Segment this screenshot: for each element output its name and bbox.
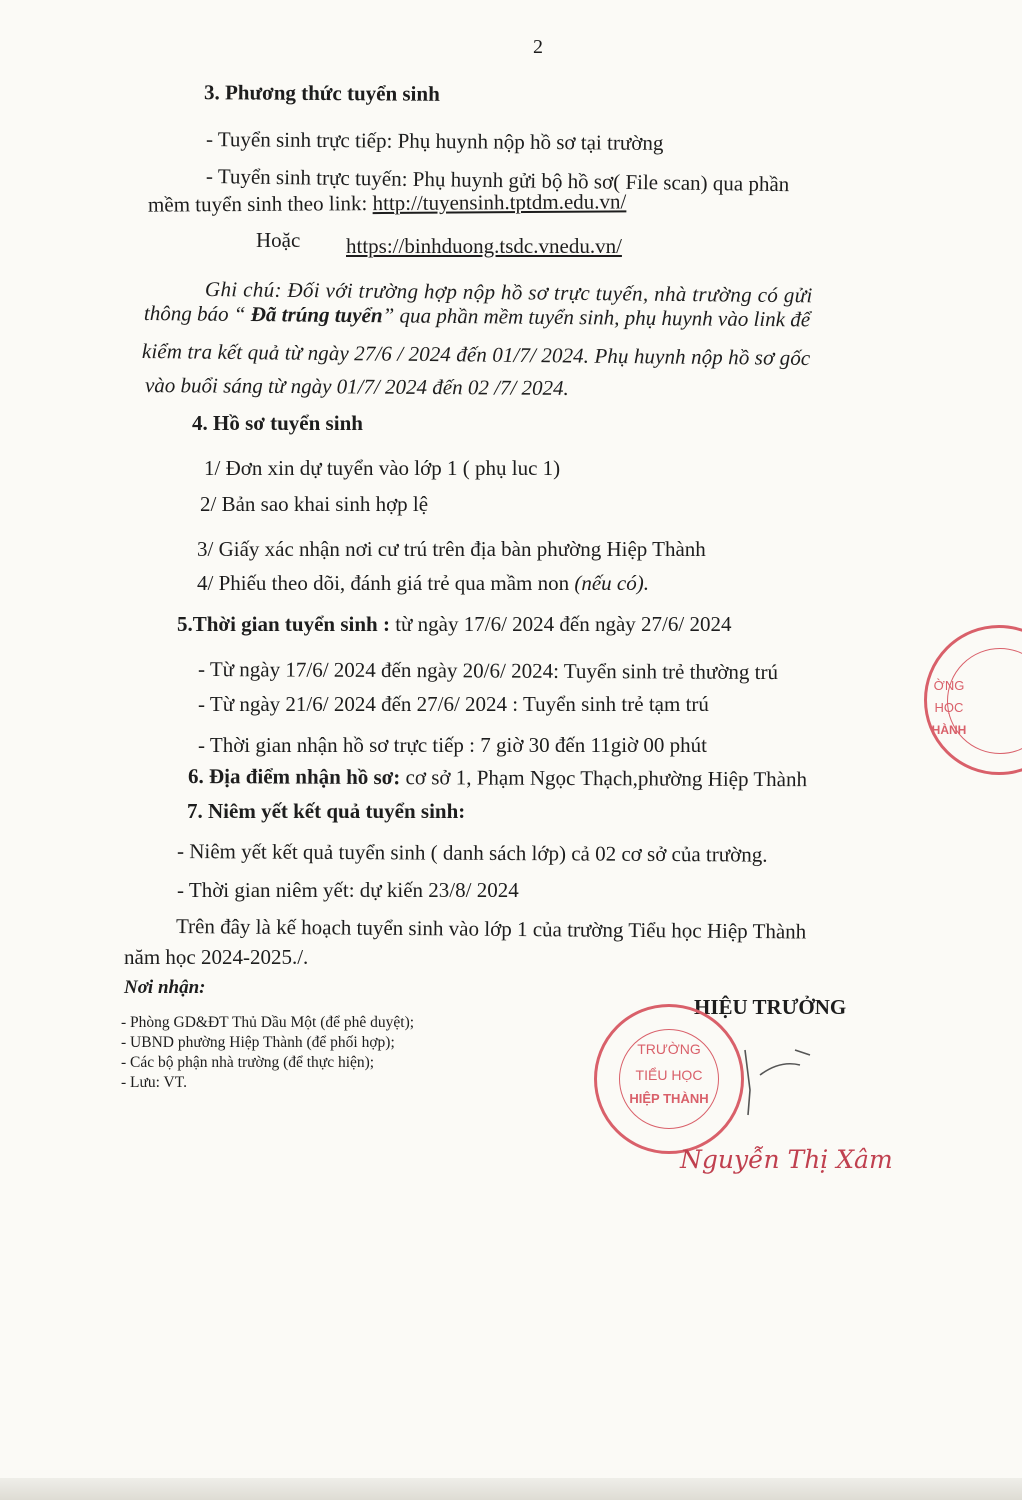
section5-heading-rest: từ ngày 17/6/ 2024 đến ngày 27/6/ 2024 — [389, 612, 732, 636]
signature-name: Nguyễn Thị Xâm — [680, 1145, 893, 1174]
section7-heading: 7. Niêm yết kết quả tuyển sinh: — [187, 799, 466, 823]
section6-heading: 6. Địa điểm nhận hồ sơ: — [187, 764, 401, 790]
note-line3: kiểm tra kết quả từ ngày 27/6 / 2024 đến 01/7/ 2024. Phụ huynh nộp hồ sơ gốc — [141, 339, 811, 370]
note-line2-bold: Đã trúng tuyển — [250, 302, 383, 328]
link-binhduong[interactable]: https://binhduong.tsdc.vnedu.vn/ — [346, 234, 622, 258]
section5-line1: - Từ ngày 17/6/ 2024 đến ngày 20/6/ 2024: Tuyển sinh trẻ thường trú — [197, 657, 779, 685]
or-label: Hoặc — [256, 228, 301, 252]
page-bottom-edge — [0, 1478, 1022, 1500]
closing-line1: Trên đây là kế hoạch tuyển sinh vào lớp 1 của trường Tiểu học Hiệp Thành — [175, 914, 807, 944]
section4-item2: 2/ Bản sao khai sinh hợp lệ — [200, 492, 429, 516]
section4-item4-italic: (nếu có). — [574, 571, 649, 595]
recipient-4: - Lưu: VT. — [121, 1074, 187, 1091]
page-number: 2 — [533, 36, 543, 58]
signature-title: HIỆU TRƯỞNG — [694, 995, 847, 1019]
note-line2-b: ” qua phần mềm tuyển sinh, phụ huynh vào link để — [382, 303, 811, 332]
edge-seal — [924, 625, 1022, 775]
section3-line1: - Tuyển sinh trực tiếp: Phụ huynh nộp hồ sơ tại trường — [205, 127, 664, 155]
section4-item4-text: 4/ Phiếu theo dõi, đánh giá trẻ qua mầm non — [197, 571, 575, 595]
edge-seal-line3: HÀNH — [931, 723, 967, 737]
recipients-heading: Nơi nhận: — [124, 977, 206, 998]
edge-seal-line1: ỜNG — [933, 678, 965, 693]
school-seal-line1: TRƯỜNG — [637, 1041, 701, 1057]
link-tuyensinh[interactable]: http://tuyensinh.tptdm.edu.vn/ — [372, 189, 627, 216]
section7-line2-a: - Thời gian niêm yết — [177, 878, 349, 902]
note-line4: vào buổi sáng từ ngày 01/7/ 2024 đến 02 /7/ 2024. — [144, 373, 569, 400]
section3-heading: 3. Phương thức tuyển sinh — [203, 80, 440, 106]
section5-heading-bold: 5.Thời gian tuyển sinh : — [177, 612, 390, 636]
edge-seal-line2: HỌC — [934, 700, 964, 715]
school-seal — [594, 1004, 744, 1154]
recipient-3: - Các bộ phận nhà trường (để thực hiện); — [121, 1054, 375, 1071]
recipient-1: - Phòng GD&ĐT Thủ Dầu Một (để phê duyệt); — [121, 1014, 415, 1031]
signature-stroke — [740, 1030, 820, 1130]
section4-item4 — [197, 570, 649, 596]
school-seal-line2: TIỂU HỌC — [635, 1067, 703, 1083]
note-line2-a: thông báo “ — [143, 301, 251, 327]
section5-heading — [177, 611, 731, 637]
recipient-2: - UBND phường Hiệp Thành (để phối hợp); — [121, 1034, 395, 1051]
section6-rest: cơ sở 1, Phạm Ngọc Thạch,phường Hiệp Thành — [400, 765, 808, 792]
section3-line3-prefix: mềm tuyển sinh theo link: — [147, 191, 373, 217]
note-line1: Ghi chú: Đối với trường hợp nộp hồ sơ trực tuyến, nhà trường có gửi — [204, 277, 813, 308]
closing-line2: năm học 2024-2025./. — [124, 945, 309, 969]
section4-heading: 4. Hồ sơ tuyển sinh — [192, 411, 363, 435]
school-seal-line3: HIỆP THÀNH — [629, 1091, 709, 1106]
note-line2 — [144, 300, 810, 332]
section4-item1: 1/ Đơn xin dự tuyển vào lớp 1 ( phụ luc 1) — [204, 456, 561, 480]
section7-line1: - Niêm yết kết quả tuyển sinh ( danh sách lớp) cả 02 cơ sở của trường. — [176, 839, 768, 867]
section7-line2-b: : dự kiến 23/8/ 2024 — [348, 878, 519, 902]
section5-line3: - Thời gian nhận hồ sơ trực tiếp : 7 giờ 30 đến 11giờ 00 phút — [198, 733, 707, 757]
section3-line3 — [148, 188, 626, 217]
section3-line2: - Tuyển sinh trực tuyến: Phụ huynh gửi bộ hồ sơ( File scan) qua phần — [205, 164, 790, 197]
section7-line2 — [177, 877, 519, 903]
section6-line — [188, 763, 807, 792]
section4-item3: 3/ Giấy xác nhận nơi cư trú trên địa bàn phường Hiệp Thành — [197, 537, 706, 561]
section5-line2: - Từ ngày 21/6/ 2024 đến 27/6/ 2024 : Tuyển sinh trẻ tạm trú — [198, 692, 709, 716]
